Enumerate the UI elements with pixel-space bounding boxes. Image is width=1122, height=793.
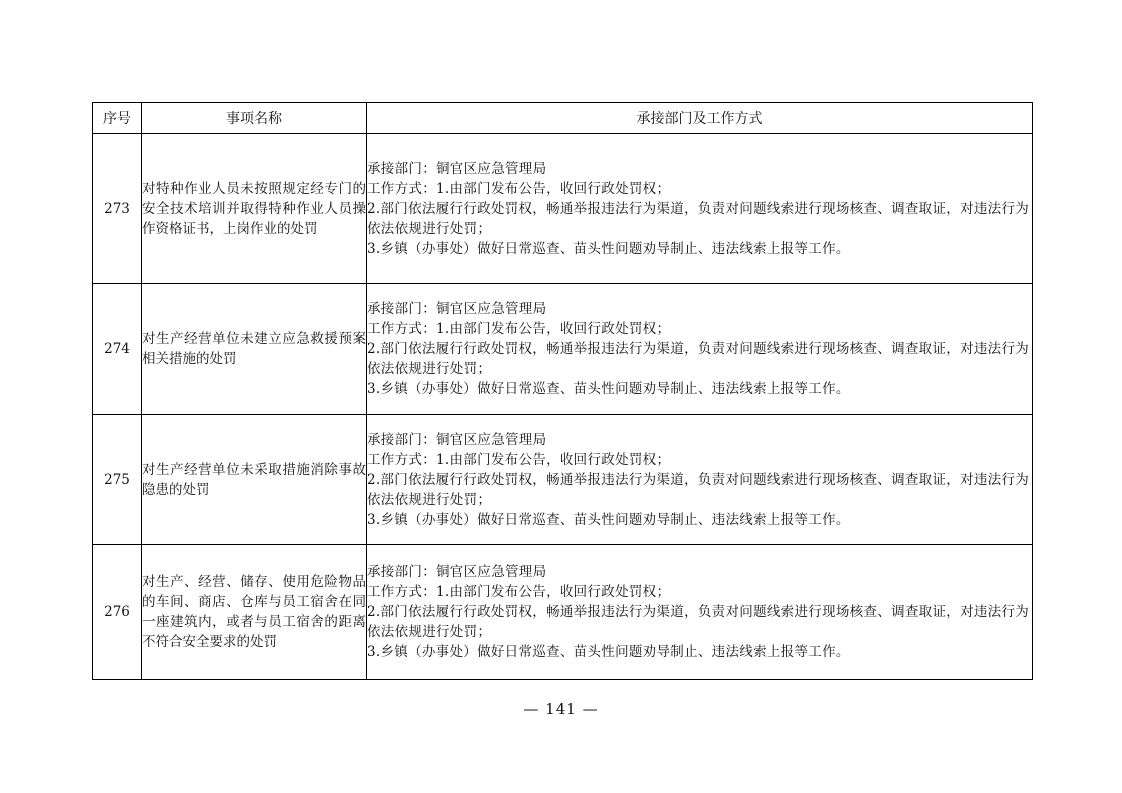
row-dept	[367, 545, 1033, 680]
row-name: 对生产经营单位未采取措施消除事故隐患的处罚	[142, 415, 367, 545]
dept-line: 承接部门：铜官区应急管理局	[367, 160, 547, 177]
table-row	[93, 134, 1033, 284]
header-seq: 序号	[93, 103, 142, 134]
dept-line: 2.部门依法履行行政处罚权，畅通举报违法行为渠道，负责对问题线索进行现场核查、调查取证，对违法行为依法依规进行处罚；	[367, 200, 1030, 237]
dept-line: 3.乡镇（办事处）做好日常巡查、苗头性问题劝导制止、违法线索上报等工作。	[367, 511, 850, 528]
page-number: — 141 —	[523, 700, 599, 718]
dept-line: 承接部门：铜官区应急管理局	[367, 431, 547, 448]
row-dept	[367, 134, 1033, 284]
row-seq: 275	[93, 415, 142, 545]
row-name: 对特种作业人员未按照规定经专门的安全技术培训并取得特种作业人员操作资格证书，上岗作业的处罚	[142, 134, 367, 284]
dept-line: 3.乡镇（办事处）做好日常巡查、苗头性问题劝导制止、违法线索上报等工作。	[367, 381, 850, 397]
row-seq: 274	[93, 284, 142, 415]
row-seq: 273	[93, 134, 142, 284]
dept-line: 2.部门依法履行行政处罚权，畅通举报违法行为渠道，负责对问题线索进行现场核查、调查取证，对违法行为依法依规进行处罚；	[367, 471, 1030, 508]
dept-line: 工作方式：1.由部门发布公告，收回行政处罚权；	[367, 584, 671, 600]
dept-line: 2.部门依法履行行政处罚权，畅通举报违法行为渠道，负责对问题线索进行现场核查、调查取证，对违法行为依法依规进行处罚；	[367, 341, 1030, 377]
row-name: 对生产经营单位未建立应急救援预案相关措施的处罚	[142, 284, 367, 415]
row-name: 对生产、经营、储存、使用危险物品的车间、商店、仓库与员工宿舍在同一座建筑内，或者与员工宿舍的距离不符合安全要求的处罚	[142, 545, 367, 680]
row-dept	[367, 415, 1033, 545]
table-row	[93, 415, 1033, 545]
dept-line: 工作方式：1.由部门发布公告，收回行政处罚权；	[367, 321, 671, 337]
dept-line: 承接部门：铜官区应急管理局	[367, 564, 547, 580]
header-name: 事项名称	[142, 103, 367, 134]
dept-line: 承接部门：铜官区应急管理局	[367, 301, 547, 317]
table-row	[93, 284, 1033, 415]
dept-line: 3.乡镇（办事处）做好日常巡查、苗头性问题劝导制止、违法线索上报等工作。	[367, 644, 850, 660]
dept-line: 工作方式：1.由部门发布公告，收回行政处罚权；	[367, 451, 671, 468]
header-dept: 承接部门及工作方式	[367, 103, 1033, 134]
dept-line: 2.部门依法履行行政处罚权，畅通举报违法行为渠道，负责对问题线索进行现场核查、调查取证，对违法行为依法依规进行处罚；	[367, 604, 1030, 640]
matters-table	[92, 102, 1033, 680]
dept-line: 工作方式：1.由部门发布公告，收回行政处罚权；	[367, 180, 671, 197]
row-seq: 276	[93, 545, 142, 680]
table-row	[93, 545, 1033, 680]
table-header-row	[93, 103, 1033, 134]
dept-line: 3.乡镇（办事处）做好日常巡查、苗头性问题劝导制止、违法线索上报等工作。	[367, 240, 850, 257]
row-dept	[367, 284, 1033, 415]
